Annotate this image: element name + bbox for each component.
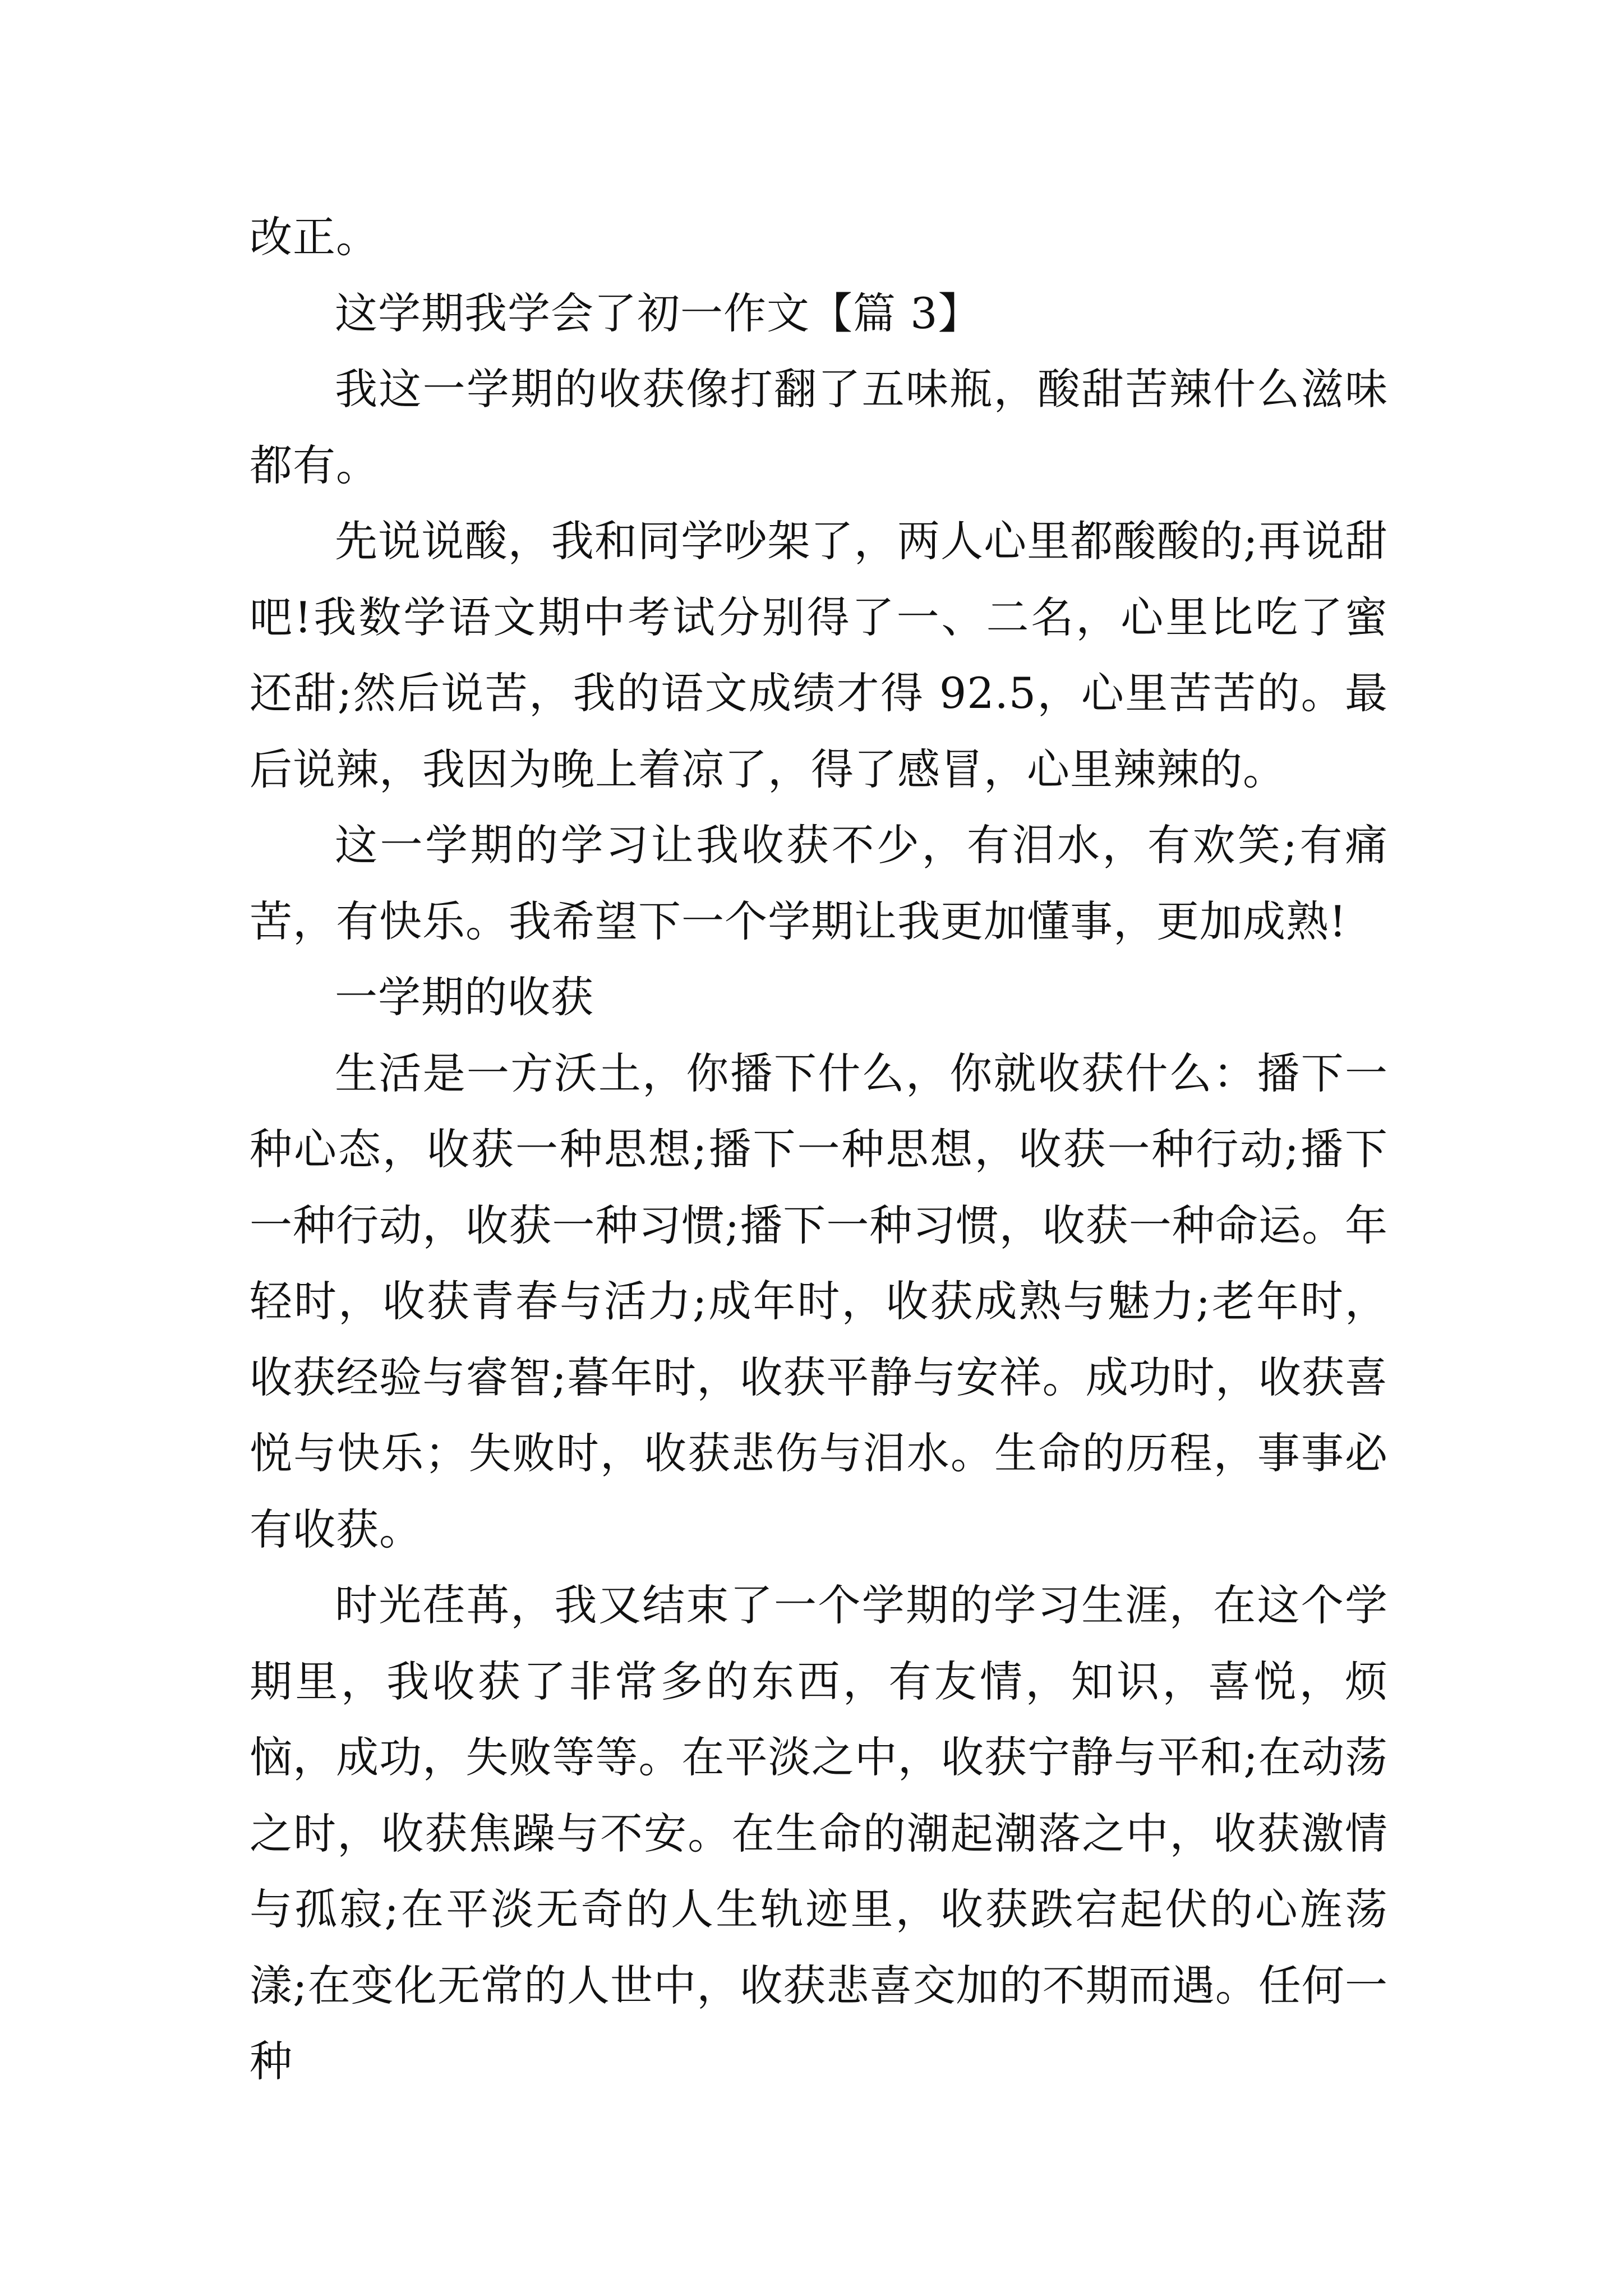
paragraph-4: 这一学期的学习让我收获不少，有泪水，有欢笑;有痛苦，有快乐。我希望下一个学期让我更加懂事，更加成熟! [250,820,1388,946]
paragraph-1: 改正。 [250,212,379,262]
section-heading-harvest: 一学期的收获 [335,972,594,1022]
section-heading-3: 这学期我学会了初一作文【篇 3】 [335,288,981,338]
paragraph-2: 我这一学期的收获像打翻了五味瓶，酸甜苦辣什么滋味都有。 [250,364,1388,490]
paragraph-6: 时光荏苒，我又结束了一个学期的学习生涯，在这个学期里，我收获了非常多的东西，有友情，知识，喜悦，烦恼，成功，失败等等。在平淡之中，收获宁静与平和;在动荡之时，收获焦躁与不安。在生命的潮起潮落之中，收获激情与孤寂;在平淡无奇的人生轨迹里，收获跌宕起伏的心旌荡漾;在变化无常的人世中，收获悲喜交加的不期而遇。任何一种 [250,1580,1388,2086]
paragraph-3: 先说说酸，我和同学吵架了，两人心里都酸酸的;再说甜吧!我数学语文期中考试分别得了一、二名，心里比吃了蜜还甜;然后说苦，我的语文成绩才得 92.5，心里苦苦的。最后说辣，我因为晚上着凉了，得了感冒，心里辣辣的。 [250,516,1388,794]
document-body [250,199,1388,2100]
paragraph-5: 生活是一方沃土，你播下什么，你就收获什么：播下一种心态，收获一种思想;播下一种思想，收获一种行动;播下一种行动，收获一种习惯;播下一种习惯，收获一种命运。年轻时，收获青春与活力;成年时，收获成熟与魅力;老年时，收获经验与睿智;暮年时，收获平静与安祥。成功时，收获喜悦与快乐；失败时，收获悲伤与泪水。生命的历程，事事必有收获。 [250,1048,1388,1554]
